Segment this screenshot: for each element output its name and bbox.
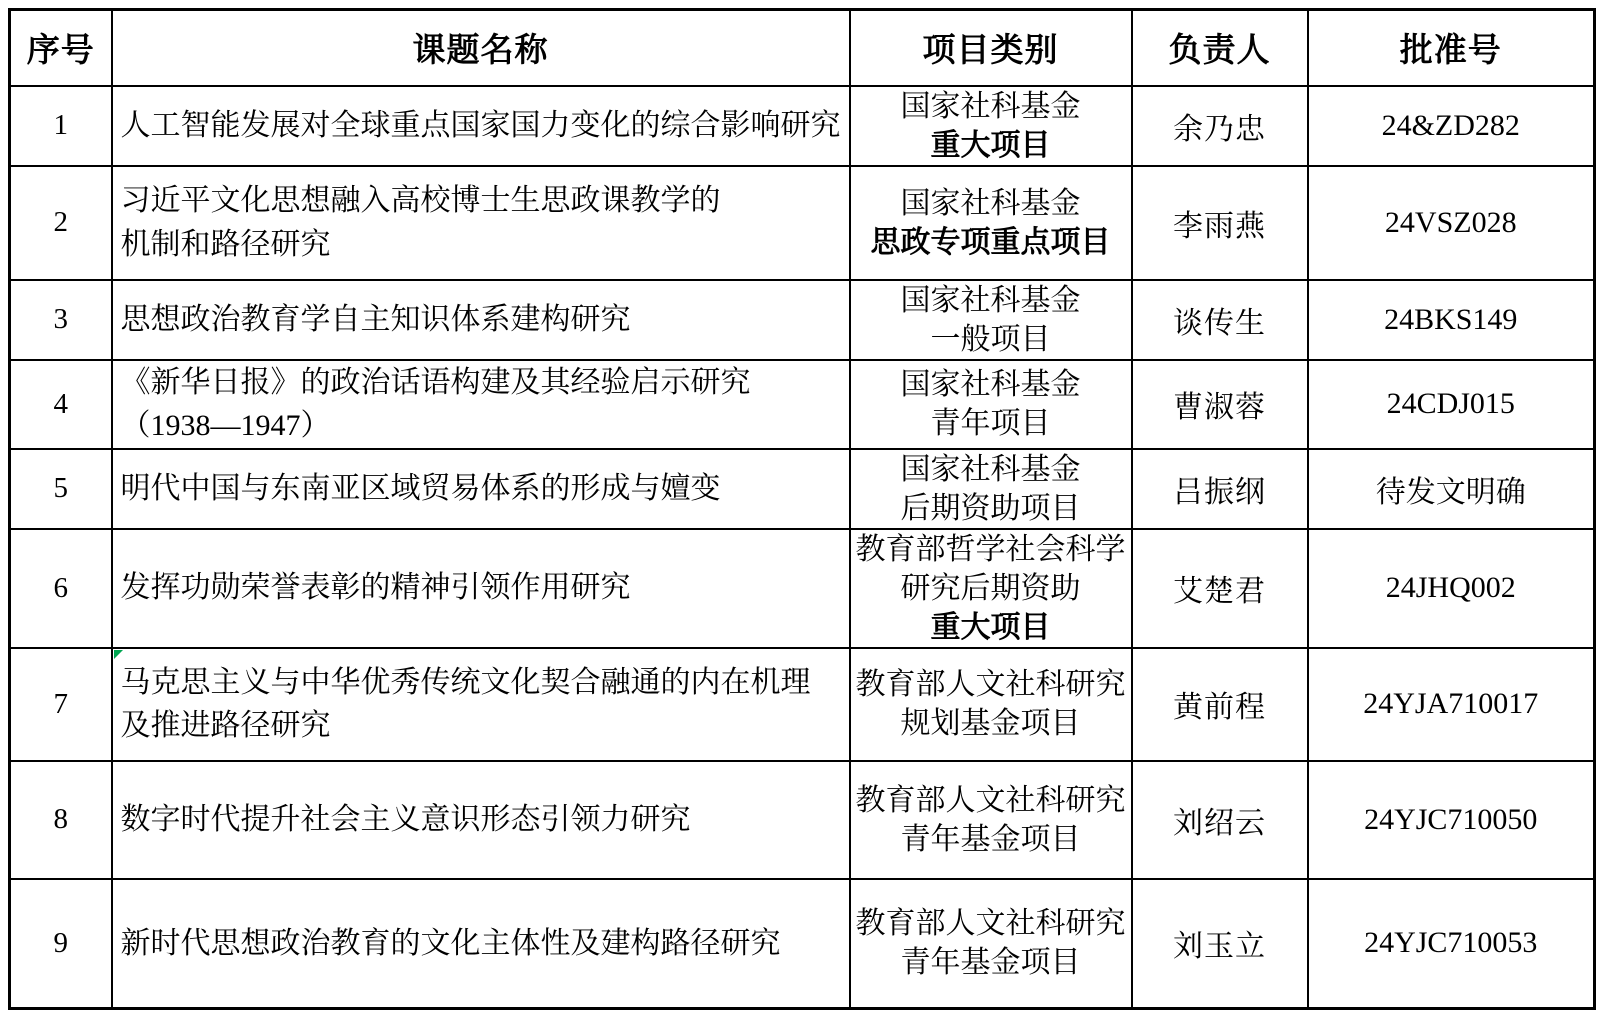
cell-title: [112, 449, 850, 529]
cell-grant: 24YJC710053: [1308, 879, 1595, 1009]
category-line: 国家社科基金: [900, 452, 1081, 486]
category-line: 青年基金项目: [900, 822, 1081, 856]
header-category: 项目类别: [850, 10, 1132, 86]
header-row: [10, 10, 1595, 86]
cell-no: 5: [10, 449, 112, 529]
title-line: 习近平文化思想融入高校博士生思政课教学的: [120, 184, 721, 217]
cell-grant: 24VSZ028: [1308, 166, 1595, 280]
title-line: 人工智能发展对全球重点国家国力变化的综合影响研究: [120, 108, 841, 142]
cell-leader: 刘玉立: [1132, 879, 1308, 1009]
cell-title: [112, 648, 850, 761]
cell-category: [850, 449, 1132, 529]
cell-grant: 24YJC710050: [1308, 761, 1595, 879]
cell-leader: 吕振纲: [1132, 449, 1308, 529]
cell-category: [850, 360, 1132, 449]
cell-category: [850, 879, 1132, 1009]
category-line: 一般项目: [930, 322, 1051, 356]
title-line: 发挥功勋荣誉表彰的精神引领作用研究: [120, 571, 631, 605]
cell-category: [850, 761, 1132, 879]
cell-title: [112, 166, 850, 280]
table-row: [10, 166, 1595, 280]
category-line: 教育部哲学社会科学: [855, 532, 1126, 566]
table-row: [10, 648, 1595, 761]
cell-leader: 李雨燕: [1132, 166, 1308, 280]
cell-leader: 黄前程: [1132, 648, 1308, 761]
cell-comment-marker: [114, 650, 123, 659]
table-row: [10, 879, 1595, 1009]
title-line: 及推进路径研究: [120, 709, 331, 742]
cell-category: [850, 86, 1132, 166]
cell-category: [850, 529, 1132, 648]
cell-grant: 24CDJ015: [1308, 360, 1595, 449]
category-line: 重大项目: [930, 128, 1051, 162]
cell-no: 2: [10, 166, 112, 280]
title-line: 明代中国与东南亚区域贸易体系的形成与嬗变: [120, 471, 721, 505]
cell-no: 8: [10, 761, 112, 879]
category-line: 研究后期资助: [900, 571, 1081, 605]
cell-leader: 曹淑蓉: [1132, 360, 1308, 449]
cell-title: [112, 761, 850, 879]
table-row: [10, 761, 1595, 879]
cell-grant: 24BKS149: [1308, 280, 1595, 360]
category-line: 规划基金项目: [900, 707, 1081, 740]
category-line: 教育部人文社科研究: [855, 783, 1126, 817]
cell-grant: 24JHQ002: [1308, 529, 1595, 648]
cell-title: [112, 879, 850, 1009]
cell-grant: 24YJA710017: [1308, 648, 1595, 761]
title-line: 新时代思想政治教育的文化主体性及建构路径研究: [120, 926, 781, 960]
table-row: [10, 86, 1595, 166]
cell-title: [112, 360, 850, 449]
title-line: 数字时代提升社会主义意识形态引领力研究: [120, 802, 691, 836]
cell-category: [850, 280, 1132, 360]
category-line: 思政专项重点项目: [870, 225, 1111, 259]
category-line: 青年项目: [930, 407, 1051, 440]
cell-category: [850, 648, 1132, 761]
projects-table: [8, 8, 1596, 1010]
cell-category: [850, 166, 1132, 280]
category-line: 国家社科基金: [900, 283, 1081, 317]
cell-leader: 谈传生: [1132, 280, 1308, 360]
table-row: [10, 280, 1595, 360]
category-line: 国家社科基金: [900, 186, 1081, 220]
cell-title: [112, 529, 850, 648]
cell-no: 4: [10, 360, 112, 449]
title-line: 思想政治教育学自主知识体系建构研究: [120, 302, 631, 336]
title-line: 《新华日报》的政治话语构建及其经验启示研究: [120, 365, 751, 399]
title-line: （1938—1947）: [120, 409, 331, 442]
table-row: [10, 449, 1595, 529]
table-row: [10, 360, 1595, 449]
title-line: 机制和路径研究: [120, 227, 331, 261]
header-grant: 批准号: [1308, 10, 1595, 86]
title-line: 马克思主义与中华优秀传统文化契合融通的内在机理: [120, 665, 811, 699]
category-line: 青年基金项目: [900, 946, 1081, 980]
cell-leader: 刘绍云: [1132, 761, 1308, 879]
cell-grant: 24&ZD282: [1308, 86, 1595, 166]
header-no: 序号: [10, 10, 112, 86]
cell-leader: 艾楚君: [1132, 529, 1308, 648]
category-line: 国家社科基金: [900, 368, 1081, 401]
header-title: 课题名称: [112, 10, 850, 86]
category-line: 教育部人文社科研究: [855, 907, 1126, 941]
header-leader: 负责人: [1132, 10, 1308, 86]
cell-grant: 待发文明确: [1308, 449, 1595, 529]
category-line: 后期资助项目: [900, 491, 1081, 525]
cell-no: 1: [10, 86, 112, 166]
cell-title: [112, 86, 850, 166]
cell-no: 7: [10, 648, 112, 761]
category-line: 国家社科基金: [900, 89, 1081, 123]
cell-no: 6: [10, 529, 112, 648]
cell-no: 9: [10, 879, 112, 1009]
category-line: 重大项目: [930, 610, 1051, 644]
category-line: 教育部人文社科研究: [855, 668, 1126, 701]
cell-leader: 余乃忠: [1132, 86, 1308, 166]
cell-no: 3: [10, 280, 112, 360]
cell-title: [112, 280, 850, 360]
table-row: [10, 529, 1595, 648]
